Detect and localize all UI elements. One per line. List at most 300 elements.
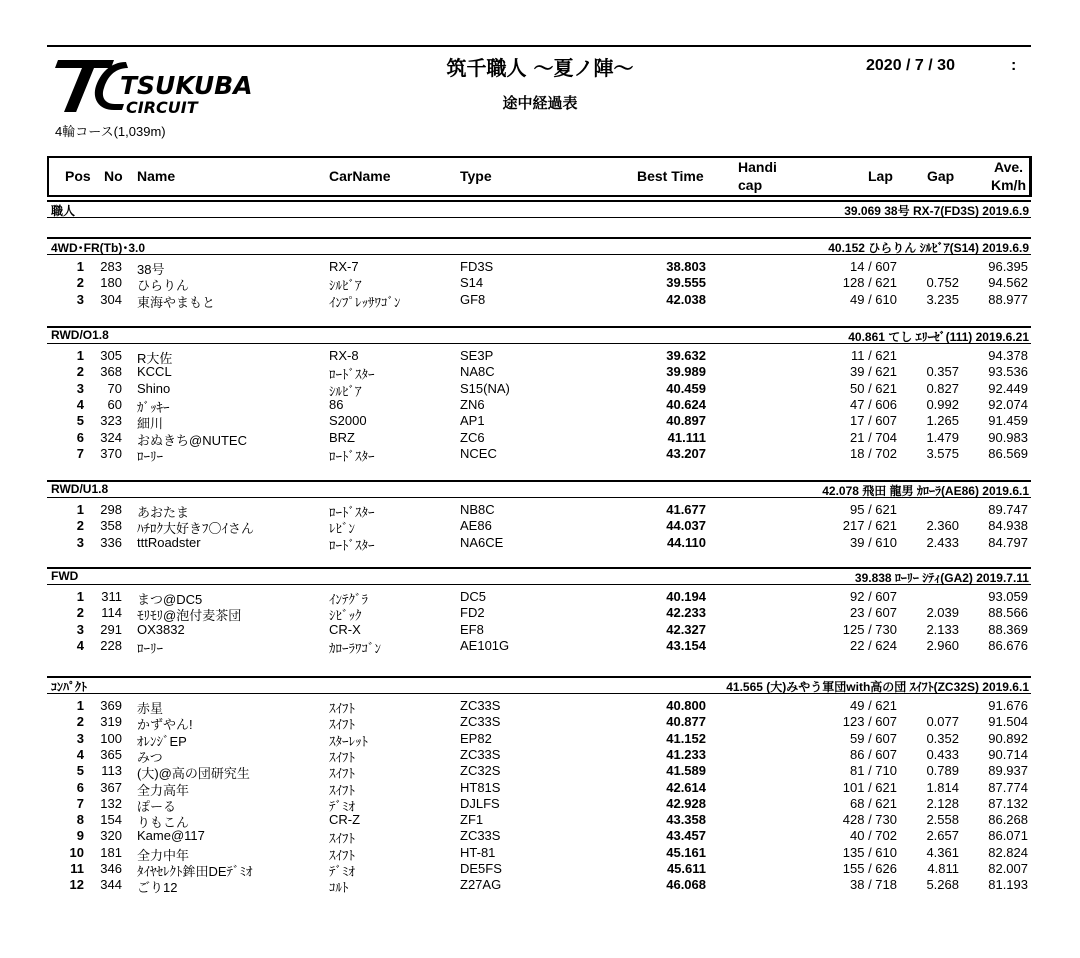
car-number: 346	[100, 861, 122, 876]
table-row	[47, 861, 1031, 877]
lap: 38 / 718	[850, 877, 897, 893]
lap: 49 / 621	[850, 698, 897, 713]
gap: 1.265	[926, 413, 959, 429]
pos: 3	[76, 380, 84, 396]
car-name: ｽｲﾌﾄ	[329, 749, 355, 765]
car-name: 86	[329, 396, 344, 412]
car-number: 368	[100, 364, 122, 380]
lap: 11 / 621	[850, 348, 897, 363]
top-rule	[47, 45, 1031, 47]
pos: 2	[76, 714, 84, 730]
category-header	[47, 200, 1031, 217]
car-type: ZC33S	[460, 714, 501, 730]
driver-name: Kame@117	[137, 828, 205, 844]
car-number: 291	[100, 621, 122, 637]
pos: 3	[76, 621, 84, 637]
table-row	[47, 446, 1031, 462]
pos: 2	[76, 605, 84, 621]
pos: 7	[76, 795, 84, 811]
column-header	[47, 156, 1032, 197]
pos: 10	[69, 844, 84, 860]
car-number: 114	[101, 605, 122, 621]
car-name: RX-7	[329, 259, 359, 274]
table-row	[47, 747, 1031, 763]
best-time: 41.111	[667, 429, 706, 445]
table-row	[47, 430, 1031, 446]
best-time: 43.154	[666, 637, 706, 653]
best-time: 42.928	[666, 795, 706, 811]
col-handicap-line2: cap	[738, 177, 763, 193]
gap: 0.789	[926, 763, 959, 779]
ave-speed: 94.562	[988, 275, 1028, 291]
car-type: EP82	[460, 730, 492, 746]
category-name: RWD/O1.8	[51, 328, 109, 342]
driver-name: ひらりん	[137, 278, 190, 294]
category-name: RWD/U1.8	[51, 482, 109, 496]
ave-speed: 93.536	[988, 364, 1028, 380]
table-row	[47, 731, 1031, 747]
gap: 2.558	[926, 812, 959, 828]
best-time: 40.194	[666, 589, 706, 604]
driver-name: 細川	[137, 416, 164, 432]
car-name: ｽｲﾌﾄ	[329, 701, 355, 716]
car-name: ﾛｰﾄﾞｽﾀｰ	[329, 505, 375, 520]
col-type: Type	[460, 168, 492, 184]
car-number: 100	[100, 730, 122, 746]
report-time: :	[1011, 57, 1017, 74]
driver-name: ﾀｲﾔｾﾚｸﾄ鉾田DEﾃﾞﾐｵ	[137, 864, 253, 879]
table-row	[47, 348, 1031, 364]
car-name: ｽｲﾌﾄ	[329, 782, 355, 798]
best-time: 39.555	[666, 275, 706, 291]
driver-name: R大佐	[137, 351, 173, 366]
car-name: ﾃﾞﾐｵ	[329, 864, 355, 879]
lap: 14 / 607	[850, 259, 897, 274]
car-type: NB8C	[460, 502, 495, 517]
gap: 0.827	[926, 380, 959, 396]
report-subtitle: 途中経過表	[502, 94, 578, 112]
ave-speed: 92.074	[988, 396, 1028, 412]
pos: 1	[76, 348, 84, 363]
car-number: 181	[100, 844, 122, 860]
pos: 11	[70, 861, 84, 876]
gap: 0.992	[926, 396, 959, 412]
best-time: 38.803	[666, 259, 706, 274]
best-time: 41.677	[666, 502, 706, 517]
driver-name: 全力高年	[137, 782, 190, 798]
lap: 18 / 702	[850, 445, 897, 461]
car-name: BRZ	[329, 429, 355, 445]
ave-speed: 96.395	[988, 259, 1028, 274]
car-name: ｽｲﾌﾄ	[329, 831, 355, 847]
driver-name: りもこん	[137, 815, 190, 831]
car-type: EF8	[460, 621, 484, 637]
car-name: ｼﾋﾞｯｸ	[329, 608, 362, 624]
lap: 135 / 610	[842, 844, 897, 860]
driver-name: KCCL	[137, 364, 172, 380]
category-record: 39.838 ﾛｰﾘｰ ｼﾃｨ(GA2) 2019.7.11	[854, 571, 1029, 585]
col-carname: CarName	[329, 168, 391, 184]
table-row	[47, 589, 1031, 605]
car-type: HT-81	[460, 844, 496, 860]
car-number: 365	[100, 746, 122, 762]
lap: 92 / 607	[850, 589, 897, 604]
car-type: SE3P	[460, 348, 494, 363]
col-name: Name	[137, 168, 176, 184]
car-type: ZF1	[460, 812, 484, 828]
ave-speed: 90.714	[988, 746, 1028, 762]
col-pos: Pos	[65, 168, 91, 184]
table-row	[47, 796, 1031, 812]
gap: 5.268	[926, 877, 959, 893]
table-row	[47, 714, 1031, 733]
car-type: ZC33S	[460, 746, 501, 762]
ave-speed: 90.892	[988, 730, 1028, 746]
tsukuba-circuit-logo	[52, 58, 282, 118]
lap: 23 / 607	[850, 605, 897, 621]
table-row	[47, 381, 1031, 397]
gap: 2.128	[926, 795, 959, 811]
best-time: 43.358	[666, 812, 706, 828]
car-type: FD3S	[460, 259, 494, 274]
car-number: 336	[100, 534, 122, 550]
car-name: ｽﾀｰﾚｯﾄ	[329, 733, 368, 749]
car-number: 324	[100, 429, 122, 445]
col-ave-line1: Ave.	[994, 159, 1024, 175]
car-number: 344	[100, 877, 122, 893]
car-number: 70	[107, 380, 122, 396]
pos: 5	[76, 413, 84, 429]
car-type: AP1	[460, 413, 485, 429]
lap: 40 / 702	[850, 828, 897, 844]
car-name: S2000	[329, 413, 367, 429]
lap: 50 / 621	[850, 380, 897, 396]
best-time: 46.068	[666, 877, 706, 893]
driver-name: 全力中年	[137, 847, 190, 863]
best-time: 42.038	[666, 291, 706, 307]
pos: 8	[76, 812, 84, 828]
category-record: 40.861 てし ｴﾘｰｾﾞ(111) 2019.6.21	[848, 330, 1029, 344]
table-row	[47, 413, 1031, 432]
car-name: ﾛｰﾄﾞｽﾀｰ	[329, 448, 375, 464]
category-record: 40.152 ひらりん ｼﾙﾋﾞｱ(S14) 2019.6.9	[828, 241, 1029, 255]
ave-speed: 86.569	[988, 445, 1028, 461]
driver-name: かずやん!	[137, 717, 193, 733]
pos: 2	[76, 518, 84, 534]
lap: 22 / 624	[850, 637, 897, 653]
car-number: 369	[100, 698, 122, 713]
gap: 4.361	[926, 844, 959, 860]
car-type: ZN6	[460, 396, 485, 412]
pos: 7	[76, 445, 84, 461]
car-type: Z27AG	[460, 877, 502, 893]
lap: 217 / 621	[842, 518, 897, 534]
car-number: 298	[100, 502, 122, 517]
car-type: AE86	[460, 518, 492, 534]
ave-speed: 82.007	[988, 861, 1028, 876]
gap: 0.077	[926, 714, 959, 730]
car-name: CR-X	[329, 621, 361, 637]
best-time: 45.611	[666, 861, 706, 876]
category-name: FWD	[51, 569, 79, 583]
gap: 0.357	[926, 364, 959, 380]
table-row	[47, 364, 1031, 383]
ave-speed: 86.676	[988, 637, 1028, 653]
driver-name: tttRoadster	[137, 534, 201, 550]
table-row	[47, 605, 1031, 624]
car-name: ﾛｰﾄﾞｽﾀｰ	[329, 367, 375, 383]
car-number: 180	[100, 275, 122, 291]
car-number: 311	[101, 589, 122, 604]
gap: 3.575	[926, 445, 959, 461]
driver-name: ｵﾚﾝｼﾞEP	[137, 733, 187, 749]
pos: 5	[76, 763, 84, 779]
best-time: 44.037	[666, 518, 706, 534]
ave-speed: 94.378	[988, 348, 1028, 363]
lap: 95 / 621	[850, 502, 897, 517]
course-info: 4輪コース(1,039m)	[55, 124, 166, 139]
car-type: DJLFS	[460, 795, 500, 811]
car-name: ﾛｰﾄﾞｽﾀｰ	[329, 537, 375, 553]
ave-speed: 88.566	[988, 605, 1028, 621]
ave-speed: 90.983	[988, 429, 1028, 445]
pos: 3	[76, 534, 84, 550]
ave-speed: 81.193	[988, 877, 1028, 893]
ave-speed: 89.747	[988, 502, 1028, 517]
gap: 4.811	[927, 861, 959, 876]
category-name: 職人	[51, 204, 76, 218]
lap: 39 / 610	[850, 534, 897, 550]
best-time: 40.800	[666, 698, 706, 713]
car-type: FD2	[460, 605, 485, 621]
pos: 1	[76, 698, 84, 713]
ave-speed: 86.071	[988, 828, 1028, 844]
car-type: GF8	[460, 291, 486, 307]
lap: 101 / 621	[842, 779, 897, 795]
pos: 3	[76, 730, 84, 746]
car-number: 320	[100, 828, 122, 844]
svg-text:TSUKUBA: TSUKUBA	[120, 71, 253, 100]
car-name: ｽｲﾌﾄ	[329, 717, 355, 733]
car-type: ZC6	[460, 429, 485, 445]
car-number: 370	[100, 445, 122, 461]
lap: 81 / 710	[850, 763, 897, 779]
lap: 125 / 730	[842, 621, 897, 637]
driver-name: ｶﾞｯｷｰ	[137, 399, 170, 415]
ave-speed: 87.132	[988, 795, 1028, 811]
pos: 1	[76, 259, 84, 274]
car-number: 319	[100, 714, 122, 730]
car-name: ｺﾙﾄ	[329, 880, 349, 896]
car-number: 60	[107, 396, 122, 412]
car-type: ZC32S	[460, 763, 501, 779]
car-number: 305	[100, 348, 122, 363]
pos: 1	[76, 502, 84, 517]
category-header	[47, 567, 1031, 584]
pos: 6	[76, 429, 84, 445]
ave-speed: 91.676	[988, 698, 1028, 713]
pos: 9	[76, 828, 84, 844]
gap: 3.235	[926, 291, 959, 307]
pos: 6	[76, 779, 84, 795]
car-number: 113	[101, 763, 122, 779]
car-number: 228	[100, 637, 122, 653]
car-name: ｽｲﾌﾄ	[329, 847, 355, 863]
lap: 17 / 607	[850, 413, 897, 429]
lap: 128 / 621	[842, 275, 897, 291]
table-row	[47, 828, 1031, 847]
ave-speed: 93.059	[988, 589, 1028, 604]
lap: 49 / 610	[850, 291, 897, 307]
driver-name: おぬきち@NUTEC	[137, 432, 247, 448]
car-type: S15(NA)	[460, 380, 510, 396]
table-row	[47, 397, 1031, 413]
car-name: ﾚﾋﾞﾝ	[329, 521, 355, 537]
svg-text:CIRCUIT: CIRCUIT	[126, 98, 198, 117]
car-type: NA6CE	[460, 534, 504, 550]
car-type: DC5	[460, 589, 487, 604]
driver-name: ﾛｰﾘｰ	[137, 448, 163, 464]
best-time: 39.989	[666, 364, 706, 380]
best-time: 41.233	[666, 746, 706, 762]
table-row	[47, 812, 1031, 831]
car-type: ZC33S	[460, 828, 501, 844]
ave-speed: 89.937	[988, 763, 1028, 779]
driver-name: みつ	[137, 749, 163, 765]
table-row	[47, 845, 1031, 861]
ave-speed: 92.449	[988, 380, 1028, 396]
pos: 3	[76, 291, 84, 307]
car-name: ﾃﾞﾐｵ	[329, 798, 355, 814]
driver-name: まつ@DC5	[137, 592, 203, 607]
lap: 39 / 621	[850, 364, 897, 380]
best-time: 42.233	[666, 605, 706, 621]
gap: 2.360	[926, 518, 959, 534]
best-time: 45.161	[666, 844, 706, 860]
table-row	[47, 502, 1031, 518]
car-number: 154	[100, 812, 122, 828]
table-row	[47, 259, 1031, 275]
car-type: NA8C	[460, 364, 495, 380]
best-time: 43.457	[666, 828, 706, 844]
col-no: No	[104, 168, 123, 184]
lap: 428 / 730	[842, 812, 897, 828]
car-name: ｶﾛｰﾗﾜｺﾞﾝ	[329, 640, 381, 656]
category-name: 4WD･FR(Tb)･3.0	[51, 241, 145, 255]
ave-speed: 84.797	[988, 534, 1028, 550]
gap: 2.657	[926, 828, 959, 844]
category-name: ｺﾝﾊﾟｸﾄ	[51, 680, 88, 694]
best-time: 41.152	[666, 730, 706, 746]
pos: 4	[76, 396, 84, 412]
ave-speed: 91.459	[988, 413, 1028, 429]
table-row	[47, 638, 1031, 654]
driver-name: ぽーる	[137, 798, 177, 814]
table-row	[47, 622, 1031, 638]
table-row	[47, 518, 1031, 537]
car-number: 323	[100, 413, 122, 429]
category-record: 42.078 飛田 龍男 ｶﾛｰﾗ(AE86) 2019.6.1	[822, 484, 1029, 498]
best-time: 42.614	[666, 779, 706, 795]
best-time: 43.207	[666, 445, 706, 461]
car-number: 304	[100, 291, 122, 307]
pos: 1	[76, 589, 84, 604]
category-record: 39.069 38号 RX-7(FD3S) 2019.6.9	[844, 204, 1029, 218]
event-title: 筑千職人 ～夏ノ陣～	[446, 56, 634, 80]
lap: 155 / 626	[842, 861, 897, 876]
gap: 1.479	[926, 429, 959, 445]
pos: 4	[76, 637, 84, 653]
best-time: 40.459	[666, 380, 706, 396]
ave-speed: 88.977	[988, 291, 1028, 307]
car-type: S14	[460, 275, 484, 291]
car-name: ｲﾝﾌﾟﾚｯｻﾜｺﾞﾝ	[329, 294, 401, 310]
pos: 2	[76, 364, 84, 380]
table-row	[47, 780, 1031, 796]
ave-speed: 87.774	[988, 779, 1028, 795]
car-type: AE101G	[460, 637, 510, 653]
ave-speed: 88.369	[988, 621, 1028, 637]
driver-name: ﾊﾁﾛｸ大好きﾌ〇ｲさん	[137, 521, 255, 537]
car-number: 283	[100, 259, 122, 274]
gap: 1.814	[926, 779, 959, 795]
driver-name: あおたま	[137, 505, 190, 520]
col-handicap-line1: Handi	[738, 159, 777, 175]
car-number: 358	[100, 518, 122, 534]
car-type: ZC33S	[460, 698, 501, 713]
gap: 2.039	[926, 605, 959, 621]
driver-name: 赤星	[137, 701, 164, 716]
category-header	[47, 326, 1031, 343]
pos: 2	[76, 275, 84, 291]
col-lap: Lap	[868, 168, 893, 184]
driver-name: ﾓﾘﾓﾘ@泡付麦茶団	[137, 608, 242, 624]
car-type: NCEC	[460, 445, 497, 461]
car-name: CR-Z	[329, 812, 361, 828]
pos: 12	[69, 877, 84, 893]
table-row	[47, 877, 1031, 896]
best-time: 42.327	[666, 621, 706, 637]
category-header	[47, 480, 1031, 497]
gap: 0.352	[926, 730, 959, 746]
best-time: 40.624	[666, 396, 706, 412]
driver-name: Shino	[137, 380, 171, 396]
best-time: 40.897	[666, 413, 706, 429]
lap: 47 / 606	[850, 396, 897, 412]
driver-name: OX3832	[137, 621, 185, 637]
ave-speed: 84.938	[988, 518, 1028, 534]
car-name: ｼﾙﾋﾞｱ	[329, 383, 362, 399]
lap: 68 / 621	[850, 795, 897, 811]
pos: 4	[76, 746, 84, 762]
table-row	[47, 698, 1031, 714]
lap: 59 / 607	[850, 730, 897, 746]
driver-name: ごり12	[137, 880, 178, 896]
col-ave-line2: Km/h	[991, 177, 1026, 193]
driver-name: 38号	[137, 262, 165, 277]
gap: 2.433	[926, 534, 959, 550]
car-name: ｼﾙﾋﾞｱ	[329, 278, 362, 294]
gap: 0.433	[926, 746, 959, 762]
best-time: 44.110	[666, 534, 706, 550]
best-time: 41.589	[666, 763, 706, 779]
best-time: 39.632	[666, 348, 706, 363]
car-number: 132	[100, 795, 122, 811]
best-time: 40.877	[666, 714, 706, 730]
ave-speed: 91.504	[988, 714, 1028, 730]
gap: 2.960	[926, 637, 959, 653]
lap: 86 / 607	[850, 746, 897, 762]
